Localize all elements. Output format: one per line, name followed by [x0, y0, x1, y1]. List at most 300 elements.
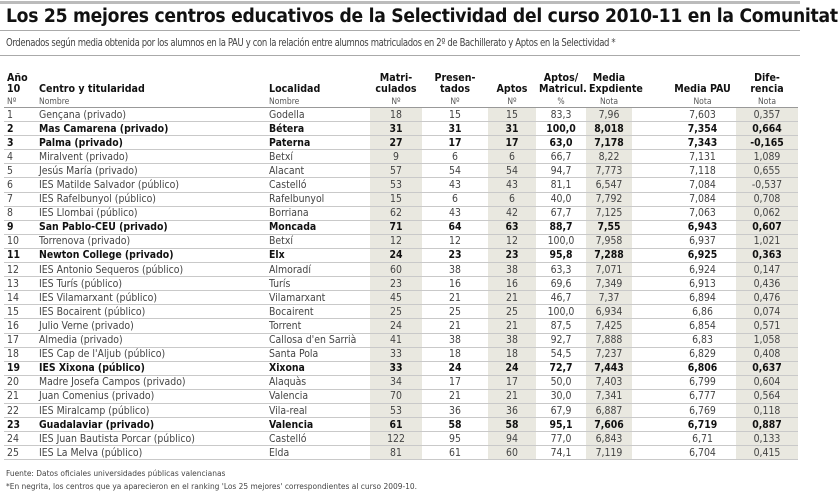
cell-media-expediente: 7,37 [586, 291, 632, 305]
cell-centro: Madre Josefa Campos (privado) [36, 375, 266, 389]
cell-media-expediente: 7,125 [586, 206, 632, 220]
cell-rank: 12 [4, 263, 36, 277]
cell-localidad: Paterna [266, 136, 370, 150]
unit: Nº [422, 96, 488, 108]
cell-centro: Julio Verne (privado) [36, 319, 266, 333]
cell-centro: IES Miralcamp (público) [36, 403, 266, 417]
cell-aptos: 38 [488, 263, 536, 277]
cell-localidad: Bocairent [266, 305, 370, 319]
cell-rank: 1 [4, 108, 36, 122]
cell-presentados: 43 [422, 178, 488, 192]
cell-aptos-pct: 100,0 [536, 122, 586, 136]
cell-media-expediente: 7,606 [586, 418, 632, 432]
cell-aptos: 21 [488, 319, 536, 333]
cell-presentados: 21 [422, 291, 488, 305]
cell-diferencia: -0,537 [736, 178, 798, 192]
cell-media-pau: 6,937 [632, 234, 736, 248]
cell-rank: 24 [4, 432, 36, 446]
cell-aptos-pct: 100,0 [536, 234, 586, 248]
cell-matriculados: 33 [370, 347, 422, 361]
cell-localidad: Moncada [266, 220, 370, 234]
cell-aptos-pct: 92,7 [536, 333, 586, 347]
cell-matriculados: 15 [370, 192, 422, 206]
cell-localidad: Rafelbunyol [266, 192, 370, 206]
cell-diferencia: 0,415 [736, 446, 798, 460]
cell-presentados: 15 [422, 108, 488, 122]
cell-localidad: Alacant [266, 164, 370, 178]
cell-media-pau: 6,924 [632, 263, 736, 277]
units-row [4, 96, 798, 108]
cell-localidad: Castelló [266, 432, 370, 446]
cell-presentados: 61 [422, 446, 488, 460]
table-row [4, 150, 798, 164]
cell-presentados: 38 [422, 263, 488, 277]
cell-presentados: 17 [422, 375, 488, 389]
cell-aptos: 21 [488, 291, 536, 305]
cell-diferencia: 0,062 [736, 206, 798, 220]
cell-localidad: Alaquàs [266, 375, 370, 389]
cell-centro: Newton College (privado) [36, 248, 266, 262]
table-row [4, 263, 798, 277]
cell-localidad: Almoradí [266, 263, 370, 277]
cell-centro: IES Rafelbunyol (público) [36, 192, 266, 206]
cell-media-expediente: 6,547 [586, 178, 632, 192]
cell-rank: 22 [4, 403, 36, 417]
cell-diferencia: 1,058 [736, 333, 798, 347]
col-header-media-expediente: Media Expdiente [589, 72, 643, 95]
cell-diferencia: 0,604 [736, 375, 798, 389]
cell-diferencia: 0,363 [736, 248, 798, 262]
cell-rank: 15 [4, 305, 36, 319]
cell-localidad: Torrent [266, 319, 370, 333]
cell-media-expediente: 6,843 [586, 432, 632, 446]
cell-media-expediente: 7,071 [586, 263, 632, 277]
cell-aptos-pct: 88,7 [536, 220, 586, 234]
cell-media-expediente: 7,792 [586, 192, 632, 206]
bold-note: *En negrita, los centros que ya aparecieron en el ranking 'Los 25 mejores' correspondientes al curso 2009-10. [6, 481, 418, 491]
cell-diferencia: 1,089 [736, 150, 798, 164]
cell-localidad: Castelló [266, 178, 370, 192]
unit: Nº [488, 96, 536, 108]
cell-localidad: Callosa d'en Sarrià [266, 333, 370, 347]
cell-media-expediente: 7,403 [586, 375, 632, 389]
cell-rank: 16 [4, 319, 36, 333]
cell-aptos: 12 [488, 234, 536, 248]
cell-matriculados: 34 [370, 375, 422, 389]
cell-localidad: Bétera [266, 122, 370, 136]
cell-rank: 6 [4, 178, 36, 192]
cell-media-pau: 7,603 [632, 108, 736, 122]
cell-aptos: 24 [488, 361, 536, 375]
cell-aptos-pct: 54,5 [536, 347, 586, 361]
cell-diferencia: 0,476 [736, 291, 798, 305]
cell-centro: IES Vilamarxant (público) [36, 291, 266, 305]
cell-aptos: 23 [488, 248, 536, 262]
cell-matriculados: 62 [370, 206, 422, 220]
cell-diferencia: 0,147 [736, 263, 798, 277]
cell-matriculados: 23 [370, 277, 422, 291]
cell-localidad: Vila-real [266, 403, 370, 417]
cell-aptos: 42 [488, 206, 536, 220]
cell-centro: IES Xixona (público) [36, 361, 266, 375]
cell-centro: IES Turís (público) [36, 277, 266, 291]
cell-centro: IES La Melva (público) [36, 446, 266, 460]
cell-presentados: 54 [422, 164, 488, 178]
cell-aptos-pct: 69,6 [536, 277, 586, 291]
cell-aptos: 54 [488, 164, 536, 178]
cell-localidad: Elx [266, 248, 370, 262]
cell-aptos-pct: 66,7 [536, 150, 586, 164]
cell-localidad: Valencia [266, 418, 370, 432]
table-row [4, 178, 798, 192]
cell-centro: Almedia (privado) [36, 333, 266, 347]
cell-rank: 10 [4, 234, 36, 248]
cell-aptos-pct: 72,7 [536, 361, 586, 375]
cell-presentados: 18 [422, 347, 488, 361]
cell-aptos: 18 [488, 347, 536, 361]
cell-media-expediente: 7,773 [586, 164, 632, 178]
cell-media-pau: 6,829 [632, 347, 736, 361]
cell-media-pau: 7,118 [632, 164, 736, 178]
cell-matriculados: 45 [370, 291, 422, 305]
table-row [4, 333, 798, 347]
cell-media-expediente: 7,443 [586, 361, 632, 375]
cell-localidad: Valencia [266, 389, 370, 403]
cell-centro: Torrenova (privado) [36, 234, 266, 248]
unit: Nota [586, 96, 632, 108]
table-row [4, 305, 798, 319]
cell-aptos-pct: 30,0 [536, 389, 586, 403]
col-header-aptos-pct: Aptos/ Matricul. [539, 72, 587, 95]
table-row [4, 206, 798, 220]
cell-aptos: 63 [488, 220, 536, 234]
cell-aptos-pct: 83,3 [536, 108, 586, 122]
cell-media-expediente: 7,96 [586, 108, 632, 122]
cell-aptos-pct: 63,0 [536, 136, 586, 150]
cell-matriculados: 33 [370, 361, 422, 375]
table-row [4, 122, 798, 136]
cell-diferencia: 1,021 [736, 234, 798, 248]
unit: Nota [632, 96, 736, 108]
cell-aptos-pct: 94,7 [536, 164, 586, 178]
cell-media-pau: 6,71 [632, 432, 736, 446]
cell-presentados: 31 [422, 122, 488, 136]
table-row [4, 192, 798, 206]
cell-media-expediente: 7,178 [586, 136, 632, 150]
cell-rank: 8 [4, 206, 36, 220]
cell-aptos-pct: 63,3 [536, 263, 586, 277]
cell-media-pau: 7,063 [632, 206, 736, 220]
cell-media-expediente: 7,288 [586, 248, 632, 262]
cell-matriculados: 24 [370, 248, 422, 262]
cell-media-pau: 7,343 [632, 136, 736, 150]
cell-aptos-pct: 87,5 [536, 319, 586, 333]
cell-media-expediente: 8,018 [586, 122, 632, 136]
cell-matriculados: 24 [370, 319, 422, 333]
table-row [4, 248, 798, 262]
page-title: Los 25 mejores centros educativos de la Selectividad del curso 2010-11 en la Comunitat [6, 6, 838, 27]
unit: Nº [370, 96, 422, 108]
cell-aptos-pct: 95,1 [536, 418, 586, 432]
cell-aptos: 16 [488, 277, 536, 291]
cell-media-pau: 7,131 [632, 150, 736, 164]
cell-centro: IES Cap de l'Aljub (público) [36, 347, 266, 361]
cell-rank: 18 [4, 347, 36, 361]
cell-media-expediente: 8,22 [586, 150, 632, 164]
cell-matriculados: 12 [370, 234, 422, 248]
cell-rank: 3 [4, 136, 36, 150]
cell-aptos: 17 [488, 375, 536, 389]
cell-matriculados: 70 [370, 389, 422, 403]
cell-matriculados: 27 [370, 136, 422, 150]
divider [0, 55, 800, 56]
col-header-diferencia: Dife- rencia [750, 72, 784, 95]
cell-aptos: 36 [488, 403, 536, 417]
cell-presentados: 6 [422, 192, 488, 206]
col-header-centro: Centro y titularidad [39, 83, 145, 95]
cell-rank: 4 [4, 150, 36, 164]
cell-rank: 5 [4, 164, 36, 178]
unit: % [536, 96, 586, 108]
cell-localidad: Betxí [266, 234, 370, 248]
cell-presentados: 38 [422, 333, 488, 347]
col-header-matriculados: Matri- culados [375, 72, 417, 95]
cell-aptos-pct: 100,0 [536, 305, 586, 319]
cell-media-expediente: 7,958 [586, 234, 632, 248]
cell-media-pau: 6,799 [632, 375, 736, 389]
cell-localidad: Vilamarxant [266, 291, 370, 305]
cell-media-pau: 6,943 [632, 220, 736, 234]
cell-rank: 11 [4, 248, 36, 262]
cell-diferencia: -0,165 [736, 136, 798, 150]
cell-media-pau: 7,084 [632, 178, 736, 192]
cell-presentados: 16 [422, 277, 488, 291]
cell-media-expediente: 7,425 [586, 319, 632, 333]
cell-presentados: 43 [422, 206, 488, 220]
cell-media-pau: 6,719 [632, 418, 736, 432]
cell-media-expediente: 7,55 [586, 220, 632, 234]
col-header-aptos: Aptos [496, 83, 528, 95]
cell-centro: Juan Comenius (privado) [36, 389, 266, 403]
cell-media-pau: 6,83 [632, 333, 736, 347]
cell-diferencia: 0,607 [736, 220, 798, 234]
cell-centro: IES Llombai (público) [36, 206, 266, 220]
cell-diferencia: 0,708 [736, 192, 798, 206]
cell-presentados: 23 [422, 248, 488, 262]
cell-aptos-pct: 40,0 [536, 192, 586, 206]
table-row [4, 446, 798, 460]
cell-aptos: 38 [488, 333, 536, 347]
table-row [4, 389, 798, 403]
cell-centro: Miralvent (privado) [36, 150, 266, 164]
cell-centro: Guadalaviar (privado) [36, 418, 266, 432]
cell-diferencia: 0,887 [736, 418, 798, 432]
cell-matriculados: 81 [370, 446, 422, 460]
cell-matriculados: 60 [370, 263, 422, 277]
cell-rank: 19 [4, 361, 36, 375]
table-row [4, 164, 798, 178]
cell-matriculados: 25 [370, 305, 422, 319]
cell-presentados: 12 [422, 234, 488, 248]
cell-matriculados: 41 [370, 333, 422, 347]
cell-rank: 7 [4, 192, 36, 206]
cell-localidad: Santa Pola [266, 347, 370, 361]
cell-presentados: 25 [422, 305, 488, 319]
cell-matriculados: 53 [370, 403, 422, 417]
top-rule [0, 1, 800, 4]
unit: Nota [736, 96, 798, 108]
cell-localidad: Godella [266, 108, 370, 122]
cell-media-expediente: 6,887 [586, 403, 632, 417]
cell-centro: Gençana (privado) [36, 108, 266, 122]
cell-matriculados: 31 [370, 122, 422, 136]
source-note: Fuente: Datos oficiales universidades públicas valencianas [6, 468, 226, 478]
cell-aptos: 17 [488, 136, 536, 150]
table-row [4, 108, 798, 122]
table-row [4, 432, 798, 446]
cell-media-pau: 6,894 [632, 291, 736, 305]
cell-aptos: 6 [488, 150, 536, 164]
cell-diferencia: 0,408 [736, 347, 798, 361]
cell-presentados: 64 [422, 220, 488, 234]
cell-localidad: Turís [266, 277, 370, 291]
cell-aptos-pct: 67,9 [536, 403, 586, 417]
table-row [4, 403, 798, 417]
cell-media-expediente: 6,934 [586, 305, 632, 319]
cell-localidad: Betxí [266, 150, 370, 164]
table-row [4, 136, 798, 150]
cell-diferencia: 0,133 [736, 432, 798, 446]
unit: Nº [4, 96, 36, 108]
cell-localidad: Elda [266, 446, 370, 460]
cell-matriculados: 71 [370, 220, 422, 234]
cell-presentados: 21 [422, 389, 488, 403]
cell-matriculados: 57 [370, 164, 422, 178]
cell-aptos: 60 [488, 446, 536, 460]
cell-aptos-pct: 81,1 [536, 178, 586, 192]
cell-matriculados: 122 [370, 432, 422, 446]
table-row [4, 375, 798, 389]
table-row [4, 234, 798, 248]
cell-diferencia: 0,118 [736, 403, 798, 417]
cell-matriculados: 18 [370, 108, 422, 122]
cell-aptos-pct: 50,0 [536, 375, 586, 389]
cell-rank: 13 [4, 277, 36, 291]
cell-diferencia: 0,436 [736, 277, 798, 291]
cell-presentados: 24 [422, 361, 488, 375]
cell-presentados: 17 [422, 136, 488, 150]
col-header-presentados: Presen- tados [434, 72, 476, 95]
cell-centro: IES Juan Bautista Porcar (público) [36, 432, 266, 446]
cell-rank: 23 [4, 418, 36, 432]
cell-centro: Mas Camarena (privado) [36, 122, 266, 136]
cell-centro: IES Matilde Salvador (público) [36, 178, 266, 192]
cell-centro: San Pablo-CEU (privado) [36, 220, 266, 234]
cell-rank: 9 [4, 220, 36, 234]
cell-media-pau: 6,925 [632, 248, 736, 262]
cell-media-pau: 7,084 [632, 192, 736, 206]
cell-aptos: 43 [488, 178, 536, 192]
cell-media-expediente: 7,888 [586, 333, 632, 347]
cell-presentados: 21 [422, 319, 488, 333]
cell-aptos: 15 [488, 108, 536, 122]
cell-aptos-pct: 95,8 [536, 248, 586, 262]
cell-centro: Palma (privado) [36, 136, 266, 150]
cell-presentados: 36 [422, 403, 488, 417]
col-header-rank: Año 10 [7, 72, 28, 95]
cell-matriculados: 61 [370, 418, 422, 432]
cell-media-pau: 6,913 [632, 277, 736, 291]
cell-diferencia: 0,637 [736, 361, 798, 375]
cell-aptos: 31 [488, 122, 536, 136]
cell-rank: 20 [4, 375, 36, 389]
cell-media-pau: 6,854 [632, 319, 736, 333]
col-header-localidad: Localidad [269, 83, 321, 95]
cell-presentados: 58 [422, 418, 488, 432]
cell-localidad: Xixona [266, 361, 370, 375]
cell-centro: IES Antonio Sequeros (público) [36, 263, 266, 277]
table-row [4, 361, 798, 375]
cell-aptos-pct: 46,7 [536, 291, 586, 305]
unit: Nombre [36, 96, 266, 108]
cell-aptos: 6 [488, 192, 536, 206]
cell-aptos-pct: 67,7 [536, 206, 586, 220]
cell-diferencia: 0,074 [736, 305, 798, 319]
cell-media-pau: 6,769 [632, 403, 736, 417]
cell-diferencia: 0,564 [736, 389, 798, 403]
table-row [4, 347, 798, 361]
cell-rank: 2 [4, 122, 36, 136]
cell-rank: 25 [4, 446, 36, 460]
cell-diferencia: 0,571 [736, 319, 798, 333]
cell-diferencia: 0,357 [736, 108, 798, 122]
cell-rank: 21 [4, 389, 36, 403]
cell-media-pau: 7,354 [632, 122, 736, 136]
cell-media-pau: 6,806 [632, 361, 736, 375]
cell-diferencia: 0,655 [736, 164, 798, 178]
cell-localidad: Borriana [266, 206, 370, 220]
table-row [4, 220, 798, 234]
cell-aptos-pct: 77,0 [536, 432, 586, 446]
cell-matriculados: 9 [370, 150, 422, 164]
cell-centro: IES Bocairent (público) [36, 305, 266, 319]
cell-media-expediente: 7,237 [586, 347, 632, 361]
cell-aptos: 25 [488, 305, 536, 319]
cell-media-expediente: 7,341 [586, 389, 632, 403]
cell-presentados: 6 [422, 150, 488, 164]
cell-aptos: 21 [488, 389, 536, 403]
table-row [4, 319, 798, 333]
cell-aptos-pct: 74,1 [536, 446, 586, 460]
cell-media-pau: 6,704 [632, 446, 736, 460]
cell-matriculados: 53 [370, 178, 422, 192]
table-row [4, 291, 798, 305]
cell-media-pau: 6,777 [632, 389, 736, 403]
cell-rank: 17 [4, 333, 36, 347]
cell-presentados: 95 [422, 432, 488, 446]
cell-aptos: 58 [488, 418, 536, 432]
table-row [4, 418, 798, 432]
cell-media-expediente: 7,349 [586, 277, 632, 291]
unit: Nombre [266, 96, 370, 108]
cell-media-expediente: 7,119 [586, 446, 632, 460]
subtitle: Ordenados según media obtenida por los alumnos en la PAU y con la relación entre alumnos matriculados en 2º de Bachillerato y Aptos en la Selectividad * [6, 37, 616, 49]
cell-aptos: 94 [488, 432, 536, 446]
table-row [4, 277, 798, 291]
divider [0, 30, 800, 31]
cell-diferencia: 0,664 [736, 122, 798, 136]
cell-media-pau: 6,86 [632, 305, 736, 319]
